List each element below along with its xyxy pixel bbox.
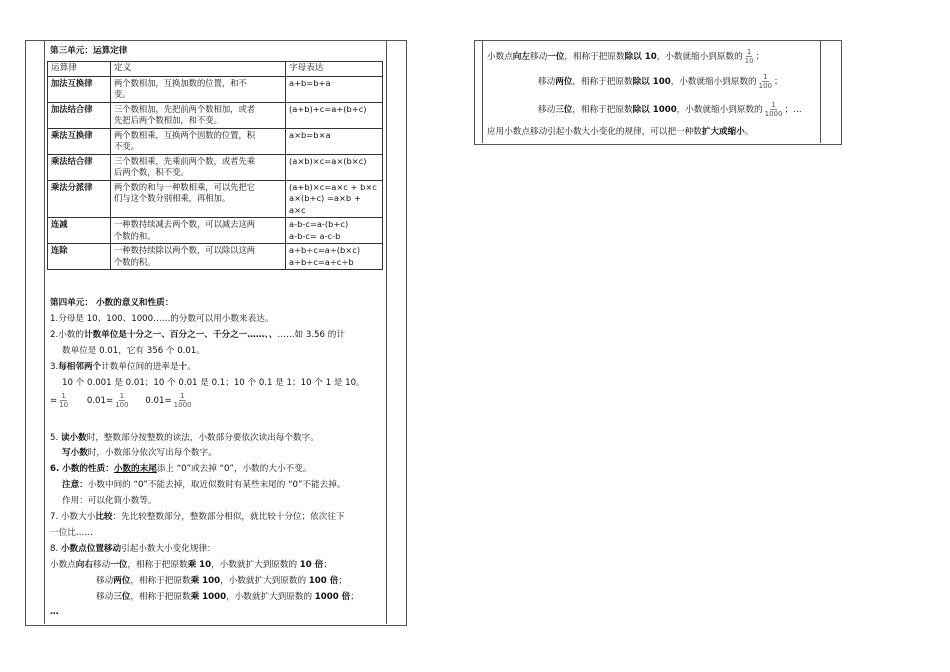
law-name: 加法结合律 bbox=[48, 102, 111, 128]
unit4-title: 第四单元： 小数的意义和性质： bbox=[50, 298, 174, 308]
column-header-definition: 定义 bbox=[111, 62, 286, 77]
fraction-row: = $\frac{1}{10}$ 0.01= $\frac{1}{100}$ 0.01= $\frac{1}{1000}$ bbox=[50, 392, 192, 409]
paragraph-2: 2.小数的计数单位是十分之一、百分之一、千分之一……、、……如 3.56 的计 bbox=[50, 330, 345, 340]
law-name: 乘法互换律 bbox=[48, 128, 111, 154]
left-panel-divider-left bbox=[44, 40, 45, 624]
unit3-title: 第三单元：运算定律 bbox=[50, 46, 128, 56]
law-definition: 三个数相乘，先乘前两个数，或者先乘 后两个数，积不变。 bbox=[111, 154, 286, 180]
paragraph-6: 6. 小数的性质：小数的末尾添上 “0”或去掉 “0”，小数的大小不变。 bbox=[50, 464, 312, 474]
paragraph-5: 5. 读小数时，整数部分按整数的读法，小数部分要依次读出每个数字。 bbox=[50, 433, 319, 443]
paragraph-7-line2: 一位比…… bbox=[50, 528, 93, 538]
law-expression: a×b=b×a bbox=[286, 128, 383, 154]
move-left-two: 移动两位，相称于把原数除以 100，小数就缩小到原数的 $\frac{1}{100}$ ； bbox=[538, 73, 783, 90]
law-definition: 两个数相加，互换加数的位置，和不 变。 bbox=[111, 76, 286, 102]
paragraph-1: 1.分母是 10、100、1000……的分数可以用小数来表达。 bbox=[50, 314, 274, 324]
operation-laws-table bbox=[47, 61, 383, 270]
paragraph-8: 8. 小数点位置移动引起小数大小变化规律： bbox=[50, 544, 216, 554]
fraction-one-hundredth: $\frac{1}{100}$ bbox=[115, 392, 129, 409]
move-right-two: 移动两位，相称于把原数乘 100，小数就扩大到原数的 100 倍； bbox=[96, 576, 347, 586]
table-row bbox=[48, 128, 383, 154]
fraction-one-tenth-right: $\frac{1}{10}$ bbox=[744, 48, 754, 65]
left-panel-divider-right bbox=[386, 40, 387, 624]
apply-rule: 应用小数点移动引起小数大小变化的规律，可以把一种数扩大或缩小。 bbox=[487, 127, 754, 137]
law-name: 乘法结合律 bbox=[48, 154, 111, 180]
right-panel-divider-left bbox=[482, 40, 483, 143]
law-definition: 两个数的和与一种数相乘，可以先把它 们与这个数分别相乘，再相加。 bbox=[111, 180, 286, 218]
table-row bbox=[48, 76, 383, 102]
law-expression: (a+b)×c=a×c + b×c a×(b+c) =a×b + a×c bbox=[286, 180, 383, 218]
paragraph-3-line2: 10 个 0.001 是 0.01；10 个 0.01 是 0.1；10 个 0.1 是 1；10 个 1 是 10。 bbox=[62, 378, 365, 388]
law-expression: (a×b)×c=a×(b×c) bbox=[286, 154, 383, 180]
law-expression: a÷b÷c=a÷(b×c) a÷b÷c=a÷c÷b bbox=[286, 244, 383, 270]
table-row bbox=[48, 244, 383, 270]
fraction-one-tenth: $\frac{1}{10}$ bbox=[59, 392, 69, 409]
fraction-one-thousandth: $\frac{1}{1000}$ bbox=[173, 392, 192, 409]
law-name: 乘法分派律 bbox=[48, 180, 111, 218]
move-left-three: 移动三位，相称于把原数除以 1000，小数就缩小到原数的 $\frac{1}{1000}$ ；… bbox=[538, 101, 802, 118]
law-definition: 三个数相加，先把前两个数相加，或者 先把后两个数相加，和不变。 bbox=[111, 102, 286, 128]
law-expression: (a+b)+c=a+(b+c) bbox=[286, 102, 383, 128]
table-row bbox=[48, 154, 383, 180]
law-name: 连减 bbox=[48, 218, 111, 244]
law-name: 连除 bbox=[48, 244, 111, 270]
law-expression: a+b=b+a bbox=[286, 76, 383, 102]
law-expression: a-b-c=a-(b+c) a-b-c= a-c-b bbox=[286, 218, 383, 244]
ellipsis: … bbox=[50, 607, 59, 617]
column-header-expression: 字母表达 bbox=[286, 62, 383, 77]
paragraph-5-line2: 写小数时，小数部分依次写出每个数字。 bbox=[62, 448, 217, 458]
table-header-row bbox=[48, 62, 383, 77]
paragraph-2-line2: 数单位是 0.01，它有 356 个 0.01。 bbox=[62, 346, 205, 356]
table-row bbox=[48, 180, 383, 218]
paragraph-3: 3.每相邻两个计数单位间的进率是十。 bbox=[50, 362, 196, 372]
move-right-one: 小数点向右移动一位，相称于把原数乘 10，小数就扩大到原数的 10 倍； bbox=[50, 560, 332, 570]
law-definition: 一种数持续减去两个数，可以减去这两 个数的和。 bbox=[111, 218, 286, 244]
paragraph-6-use: 作用：可以化简小数等。 bbox=[62, 496, 157, 506]
law-definition: 一种数持续除以两个数，可以除以这两 个数的积。 bbox=[111, 244, 286, 270]
table-row bbox=[48, 218, 383, 244]
move-right-three: 移动三位，相称于把原数乘 1000，小数就扩大到原数的 1000 倍； bbox=[96, 592, 359, 602]
column-header-law: 运算律 bbox=[48, 62, 111, 77]
paragraph-7: 7. 小数大小比较：先比较整数部分，整数部分相似，就比较十分位；依次往下 bbox=[50, 512, 345, 522]
law-definition: 两个数相乘，互换两个因数的位置，积 不变。 bbox=[111, 128, 286, 154]
paragraph-6-note: 注意：小数中间的 “0”不能去掉，取近似数时有某些末尾的 “0”不能去掉。 bbox=[62, 480, 346, 490]
right-panel-divider-right bbox=[820, 40, 821, 143]
table-row bbox=[48, 102, 383, 128]
law-name: 加法互换律 bbox=[48, 76, 111, 102]
move-left-one: 小数点向左移动一位，相称于把原数除以 10，小数就缩小到原数的 $\frac{1}{10}$ ； bbox=[487, 48, 765, 65]
fraction-one-thousandth-right: $\frac{1}{1000}$ bbox=[764, 101, 783, 118]
fraction-one-hundredth-right: $\frac{1}{100}$ bbox=[758, 73, 773, 90]
